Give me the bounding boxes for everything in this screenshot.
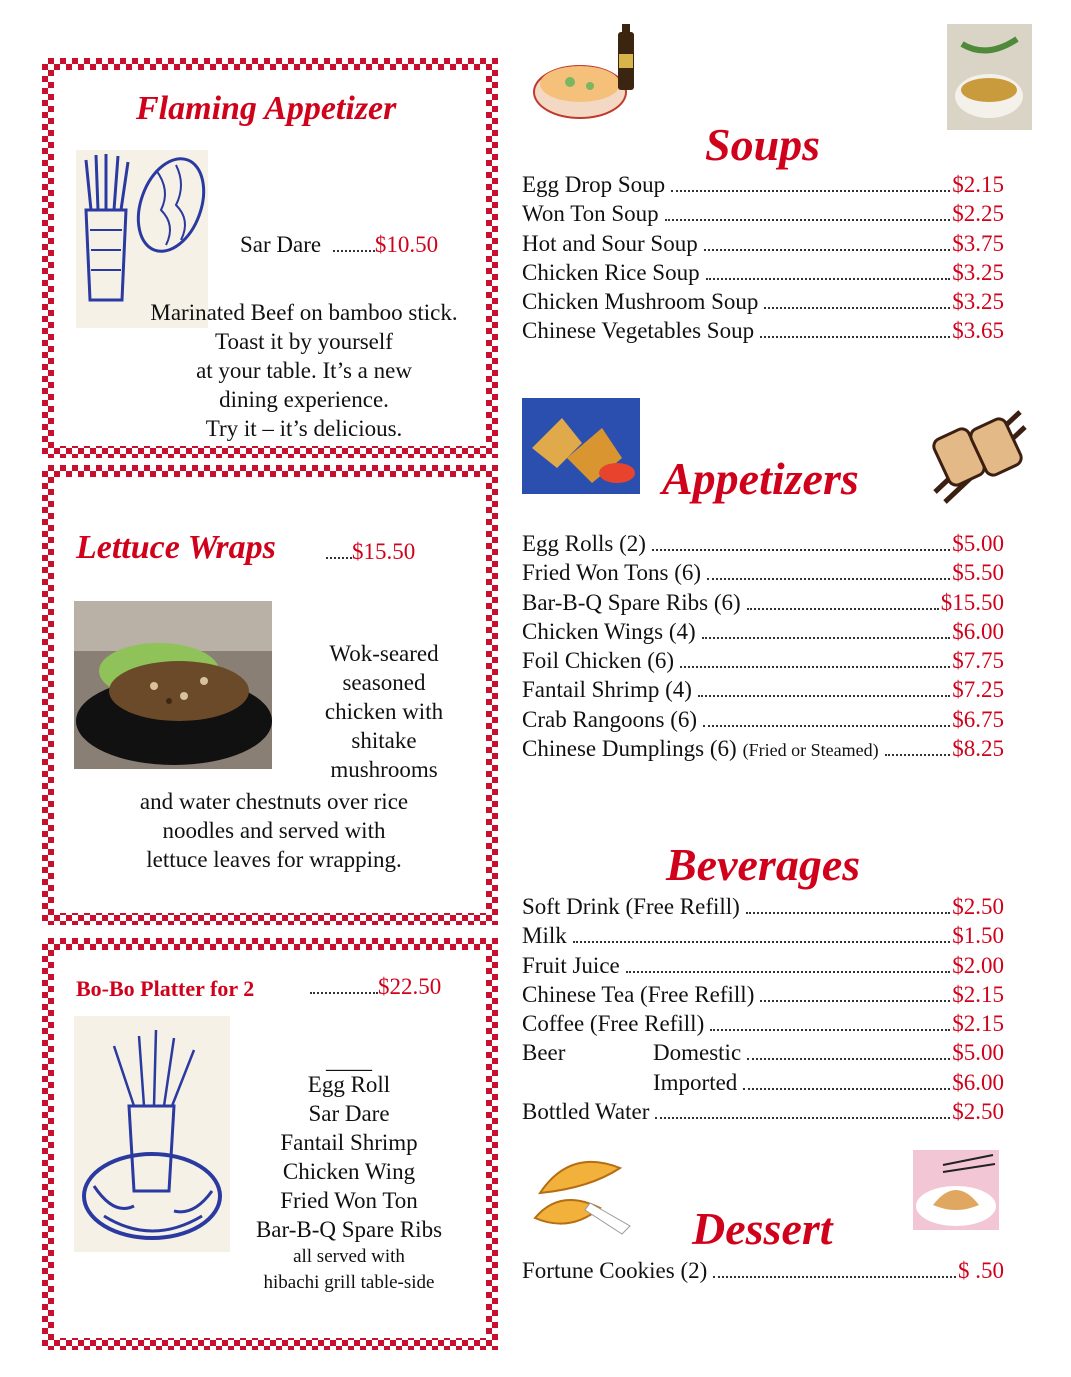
item-name: Beer [522,1040,566,1066]
appetizers-title: Appetizers [662,453,859,504]
dot-leader [743,1088,950,1090]
flaming-appetizer-box [42,58,498,458]
menu-row [522,289,1004,318]
item-name: Fantail Shrimp (4) [522,677,692,703]
bobo-item: Egg Roll [307,1072,391,1097]
menu-row [522,201,1004,230]
item-price: $5.00 [952,531,1004,556]
item-name: Chinese Tea (Free Refill) [522,981,755,1007]
desc-line: Wok-seared [329,641,439,666]
menu-row [522,894,1004,923]
dot-leader [680,666,950,668]
soups-title: Soups [705,119,821,170]
item-price: $1.50 [952,923,1004,949]
dot-leader [747,1058,950,1060]
menu-row [522,923,1004,952]
item-price: $5.00 [952,1040,1004,1066]
menu-row [522,1258,1004,1287]
item-name: Hot and Sour Soup [522,230,698,256]
item-price: $6.75 [952,706,1004,732]
flaming-description [114,298,494,443]
menu-row [522,318,1004,347]
dot-leader [702,637,951,639]
desc-line: seasoned [342,670,426,695]
menu-row [522,172,1004,201]
item-price: $6.00 [952,618,1004,644]
bobo-platter-price: $22.50 [378,974,442,999]
lettuce-wraps-title: Lettuce Wraps [76,529,276,566]
desc-line: Marinated Beef on bamboo stick. [150,300,458,325]
item-subname: Imported [653,1069,738,1095]
menu-row [522,648,1004,677]
item-price: $3.25 [952,259,1004,285]
bobo-dash: ____ [326,1048,372,1073]
dot-leader [665,219,951,221]
menu-row [522,231,1004,260]
item-name: Chinese Vegetables Soup [522,318,755,344]
item-price: $2.50 [952,894,1004,919]
item-price: $7.25 [952,677,1004,703]
item-name: Fried Won Tons (6) [522,560,702,586]
item-price: $5.50 [952,560,1004,586]
menu-row [522,531,1004,560]
menu-row [522,1070,1004,1099]
menu-row [522,707,1004,736]
desc-line: dining experience. [219,387,389,412]
item-name: Egg Rolls (2) [522,531,646,556]
item-price: $7.75 [952,648,1004,674]
dot-leader [671,190,950,192]
lettuce-wraps-price: $15.50 [352,539,416,564]
item-name: Chinese Dumplings (6) [522,736,737,762]
menu-row [522,260,1004,289]
dot-leader [746,912,950,914]
item-price: $2.15 [952,1011,1004,1037]
dot-leader [764,307,950,309]
bobo-item: Fried Won Ton [280,1188,418,1213]
dot-leader [713,1276,956,1278]
item-name: Egg Drop Soup [522,172,666,197]
dessert-title: Dessert [692,1203,833,1254]
dot-leader [747,608,939,610]
lettuce-description-right [294,639,474,784]
flaming-appetizer-title: Flaming Appetizer [136,90,397,127]
bobo-item: Bar-B-Q Spare Ribs [255,1217,443,1242]
bobo-items [239,1048,459,1296]
dot-leader [707,578,950,580]
wonton-soup-photo [947,24,1032,130]
item-name: Chicken Mushroom Soup [522,289,759,315]
menu-row [522,1011,1004,1040]
item-price: $6.00 [952,1069,1004,1095]
item-name: Fruit Juice [522,952,620,978]
menu-row [522,953,1004,982]
desc-line: Toast it by yourself [215,329,393,354]
dot-leader [310,992,378,994]
item-price: $2.00 [952,952,1004,978]
menu-row [522,677,1004,706]
lettuce-wraps-box [42,465,498,925]
item-name: Coffee (Free Refill) [522,1011,705,1037]
item-price: $3.25 [952,289,1004,315]
item-name: Crab Rangoons (6) [522,706,698,732]
soups-list [522,172,1004,348]
desc-line: Try it – it’s delicious. [205,416,403,441]
lettuce-wraps-price-line [326,539,415,565]
menu-row [522,590,1004,619]
bobo-footer: hibachi grill table-side [263,1272,435,1293]
bobo-item: Fantail Shrimp [280,1130,418,1155]
desc-line: noodles and served with [162,818,386,843]
dot-leader [760,1000,950,1002]
item-price: $8.25 [952,736,1004,762]
bobo-item: Chicken Wing [282,1159,416,1184]
soup-bowl-bottle-illustration [530,24,644,122]
dot-leader [698,695,950,697]
item-price: $3.75 [952,230,1004,256]
desc-line: chicken with [324,699,444,724]
sar-dare-name: Sar Dare [240,232,322,257]
bobo-platter-price-line [310,974,441,1000]
item-name: Bar-B-Q Spare Ribs (6) [522,589,741,615]
menu-row [522,619,1004,648]
desc-line: mushrooms [330,757,438,782]
desc-line: lettuce leaves for wrapping. [146,847,402,872]
menu-row [522,1099,1004,1128]
lettuce-description-bottom [94,787,454,874]
dot-leader [704,249,951,251]
menu-row [522,736,1004,765]
desc-line: shitake [351,728,417,753]
dot-leader [626,971,951,973]
sar-dare-price: $10.50 [374,232,439,257]
item-name: Chicken Rice Soup [522,259,700,285]
dot-leader [710,1029,950,1031]
menu-row [522,982,1004,1011]
item-price: $ .50 [958,1258,1004,1283]
item-note: (Fried or Steamed) [742,740,879,761]
dessert-list [522,1258,1004,1287]
bobo-item: Sar Dare [308,1101,390,1126]
item-name: Foil Chicken (6) [522,648,675,674]
dot-leader [573,941,951,943]
item-price: $2.50 [952,1099,1004,1125]
item-price: $15.50 [940,589,1004,615]
desc-line: and water chestnuts over rice [139,789,409,814]
appetizers-list [522,531,1004,765]
item-name: Bottled Water [522,1099,650,1125]
item-subname: Domestic [653,1040,742,1066]
item-price: $2.15 [952,981,1004,1007]
item-name: Milk [522,923,567,949]
item-price: $2.15 [952,172,1004,197]
hibachi-platter-illustration [74,1016,230,1252]
dot-leader [333,250,375,252]
dot-leader [706,278,951,280]
dot-leader [655,1117,950,1119]
beverages-title: Beverages [666,839,861,890]
item-price: $3.65 [952,318,1004,344]
bobo-footer: all served with [293,1246,405,1267]
dot-leader [326,557,352,559]
desc-line: at your table. It’s a new [196,358,412,383]
fried-wontons-photo [522,398,640,494]
item-name: Fortune Cookies (2) [522,1258,708,1283]
item-name: Chicken Wings (4) [522,618,696,644]
lettuce-wrap-photo [74,601,272,769]
bobo-platter-box [42,938,498,1350]
menu-row [522,1040,1004,1069]
beverages-list [522,894,1004,1128]
sar-dare-line [240,232,438,258]
dot-leader [652,549,950,551]
fortune-cookie-illustration [530,1148,640,1240]
menu-row [522,560,1004,589]
dot-leader [760,336,950,338]
dot-leader [703,725,950,727]
item-name: Soft Drink (Free Refill) [522,894,740,919]
item-price: $2.25 [952,201,1004,227]
egg-rolls-chopsticks-illustration [925,402,1030,510]
fortune-cookie-plate-photo [913,1150,999,1230]
dot-leader [885,754,951,756]
bobo-platter-title: Bo-Bo Platter for 2 [76,976,255,1001]
item-name: Won Ton Soup [522,201,659,227]
